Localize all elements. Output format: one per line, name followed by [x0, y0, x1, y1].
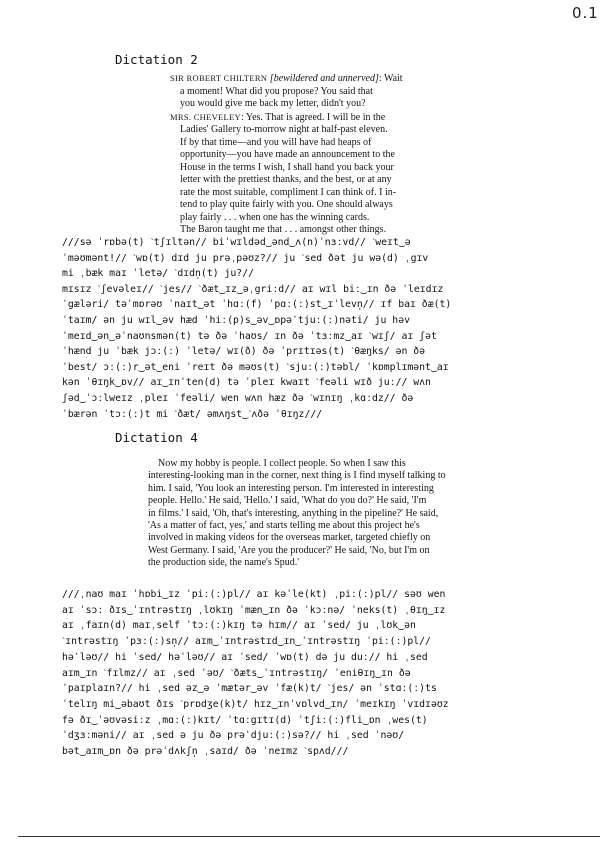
speech-chiltern — [170, 72, 470, 111]
extract-line: 'As a matter of fact, yes,' and starts telling me about this project he's — [148, 520, 420, 532]
transcription-line: ʃəd‿ˈɔːlweɪz ˌpleɪ ˈfeəli/ wen wʌn hæz ðə ˋwɪnɪŋ ˌkɑːdz// ðə — [62, 392, 414, 404]
speech-line: you would give me back my letter, didn't you? — [180, 98, 366, 109]
speech-line: tend to play quite fairly with you. One should always — [180, 199, 393, 210]
transcription-line: ˈtaɪm/ ən ju wɪl‿əv hæd ˈhiː(p)s‿əv‿ɒpəˈtjuː(ː)nəti/ ju həv — [62, 314, 410, 326]
transcription-line: ˈmeɪd‿ən‿əˈnaʊnsmən(t) tə ðə ˈhaʊs/ ɪn ðə ˈtɜːmz‿aɪ ˋwɪʃ/ aɪ ʃət — [62, 330, 437, 342]
transcription-line: ˈtelɪŋ mi‿əbaʊt ðɪs ˋprɒdʒe(k)t/ hɪz‿ɪnˈvɒlvd‿ɪn/ ˈmeɪkɪŋ ˈvɪdɪəʊz — [62, 698, 449, 710]
transcription-line: ˈbærən ˈtɔː(ː)t mi ˋðæt/ əmʌŋst‿ˋʌðə ˈθɪŋz/// — [62, 408, 323, 420]
extract-line: in films.' I said, 'Oh, that's interesting, anything in the pipeline?' He said, — [148, 507, 439, 519]
transcription-line: ///ˌnaʊ maɪ ˈhɒbi‿ɪz ˈpiː(ː)pl// aɪ kəˈle(kt) ˌpiː(ː)pl// səʊ wen — [62, 589, 446, 600]
transcription-line: fə ðɪ‿ˈəʊvəsiːz ˌmɑː(ː)kɪt/ ˈtɑːgɪtɪ(d) ˈtʃiː(ː)fli‿ɒn ˌwes(t) — [62, 714, 428, 726]
bottom-rule — [18, 836, 600, 837]
stage-direction: [bewildered and unnerved] — [269, 73, 379, 84]
extract-line: interesting-looking man in the corner, next thing is I find myself talking to — [148, 470, 446, 482]
transcription-line: ///sə ˈrɒbə(t) ˋtʃɪltən// biˈwɪldəd‿ənd‿ʌ(n)ˈnɜːvd// ˋweɪt‿ə — [62, 237, 411, 248]
speech-line: If by that time—and you will have had heaps of — [180, 136, 372, 148]
transcription-line: ˈdʒɜːməni// aɪ ˌsed ə ju ðə prəˈdjuː(ː)sə?// hi ˌsed ˈnəʊ/ — [62, 730, 405, 742]
transcription-line: həˈləʊ// hi ˈsed/ həˈləʊ// aɪ ˈsed/ ˈwɒ(t) də ju duː// hi ˌsed — [62, 651, 428, 663]
page-number: 0.1 — [572, 4, 599, 22]
speech-line: letter with the prettiest thanks, and the best, or at any — [180, 174, 392, 185]
extract-line: the production side, the name's Spud.' — [148, 557, 300, 569]
transcription-line: aɪ ˈsɔː ðɪs‿ˈɪntrəstɪŋ ˌlʊkɪŋ ˈmæn‿ɪn ðə ˈkɔːnə/ ˈneks(t) ˌθɪŋ‿ɪz — [62, 604, 446, 616]
transcription-line: ˈpaɪplaɪn?// hi ˌsed əz‿ə ˈmætər‿əv ˈfæ(k)t/ ˋjes/ ən ˈstɑː(ː)ts — [62, 683, 437, 695]
speaker-name: SIR ROBERT CHILTERN — [170, 73, 268, 83]
transcription-line: kən ˈθɪŋk‿ɒv// aɪ‿ɪnˈten(d) tə ˈpleɪ kwaɪt ˋfeəli wɪð juː// wʌn — [62, 377, 431, 389]
prose-extract — [148, 458, 488, 570]
extract-line: him. I said, 'You look an interesting person. I'm interested in interesting — [148, 482, 434, 494]
extract-line: West Germany. I said, 'Are you the producer?' He said, 'No, but I'm on — [148, 544, 430, 556]
transcription-line: aɪ ˌfaɪn(d) maɪˌself ˈtɔː(ː)kɪŋ tə hɪm// aɪ ˈsed/ ju ˌlʊk‿ən — [62, 620, 416, 632]
speech-line: House in the terms I wish, I shall hand you back your — [180, 161, 394, 173]
extract-line: Now my hobby is people. I collect people. So when I saw this — [158, 458, 406, 469]
transcription-line: ˈbest/ ɔː(ː)r‿ət‿eni ˈreɪt ðə məʊs(t) ˋsjuː(ː)təbl/ ˈkɒmplɪmənt‿aɪ — [62, 361, 449, 373]
speech-line: opportunity—you have made an announcement to the — [180, 149, 395, 160]
play-extract — [170, 72, 470, 237]
transcription-line: ˋɪntrəstɪŋ ˈpɜː(ː)sn̩// aɪm‿ˈɪntrəstɪd‿ɪn‿ˈɪntrəstɪŋ ˈpiː(ː)pl// — [62, 636, 431, 648]
transcription-line: ˈhænd ju ˈbæk jɔː(ː) ˈletə/ wɪ(ð) ðə ˈprɪtɪəs(t) ˋθæŋks/ ən ðə — [62, 346, 426, 358]
transcription-line: aɪm‿ɪn ˋfɪlmz// aɪ ˌsed ˈəʊ/ ˋðæts‿ˈɪntrəstɪŋ/ ˈeniθɪŋ‿ɪn ðə — [62, 667, 411, 679]
dictation-2-heading: Dictation 2 — [115, 52, 198, 67]
speech-line: rate the most suitable, compliment I can think of. I in- — [180, 186, 397, 198]
speech-first-line: : Wait — [378, 73, 403, 84]
transcription-line: ˈgæləri/ təˈmɒrəʊ ˈnaɪt‿ət ˈhɑː(f) ˈpɑː(ː)st‿ɪˈlevn̩// ɪf baɪ ðæ(t) — [62, 299, 452, 311]
transcription-line: bət‿aɪm‿ɒn ðə prəˈdʌkʃn̩ ˌsaɪd/ ðə ˈneɪmz ˋspʌd/// — [62, 746, 349, 758]
speech-line: The Baron taught me that . . . amongst other things. — [180, 224, 387, 235]
speech-line: a moment! What did you propose? You said that — [180, 85, 373, 97]
speech-first-line: : Yes. That is agreed. I will be in the — [240, 111, 386, 123]
transcription-line: mi ˌbæk maɪ ˈletə/ ˋdɪdn̩(t) ju?// — [62, 268, 255, 280]
speaker-name: MRS. CHEVELEY — [170, 111, 241, 122]
extract-line: involved in making videos for the overseas market, targeted chiefly on — [148, 532, 431, 544]
phonetic-transcription-4 — [62, 587, 597, 760]
speech-line: play fairly . . . when one has the winning cards. — [180, 211, 370, 223]
transcription-line: ˈməʊmənt!// ˋwɒ(t) dɪd ju prəˌpəʊz?// ju ˋsed ðət ju wə(d) ˌgɪv — [62, 252, 429, 264]
speech-line: Ladies' Gallery to-morrow night at half-past eleven. — [180, 124, 388, 135]
phonetic-transcription-2 — [62, 235, 597, 422]
extract-line: people. Hello.' He said, 'Hello.' I said, 'What do you do?' He said, 'I'm — [148, 495, 427, 507]
speech-cheveley — [170, 111, 470, 237]
transcription-line: mɪsɪz ˋʃevəleɪ// ˋjes// ˋðæt‿ɪz‿əˌgriːd// aɪ wɪl biː‿ɪn ðə ˈleɪdɪz — [62, 283, 444, 295]
dictation-4-heading: Dictation 4 — [115, 430, 198, 445]
